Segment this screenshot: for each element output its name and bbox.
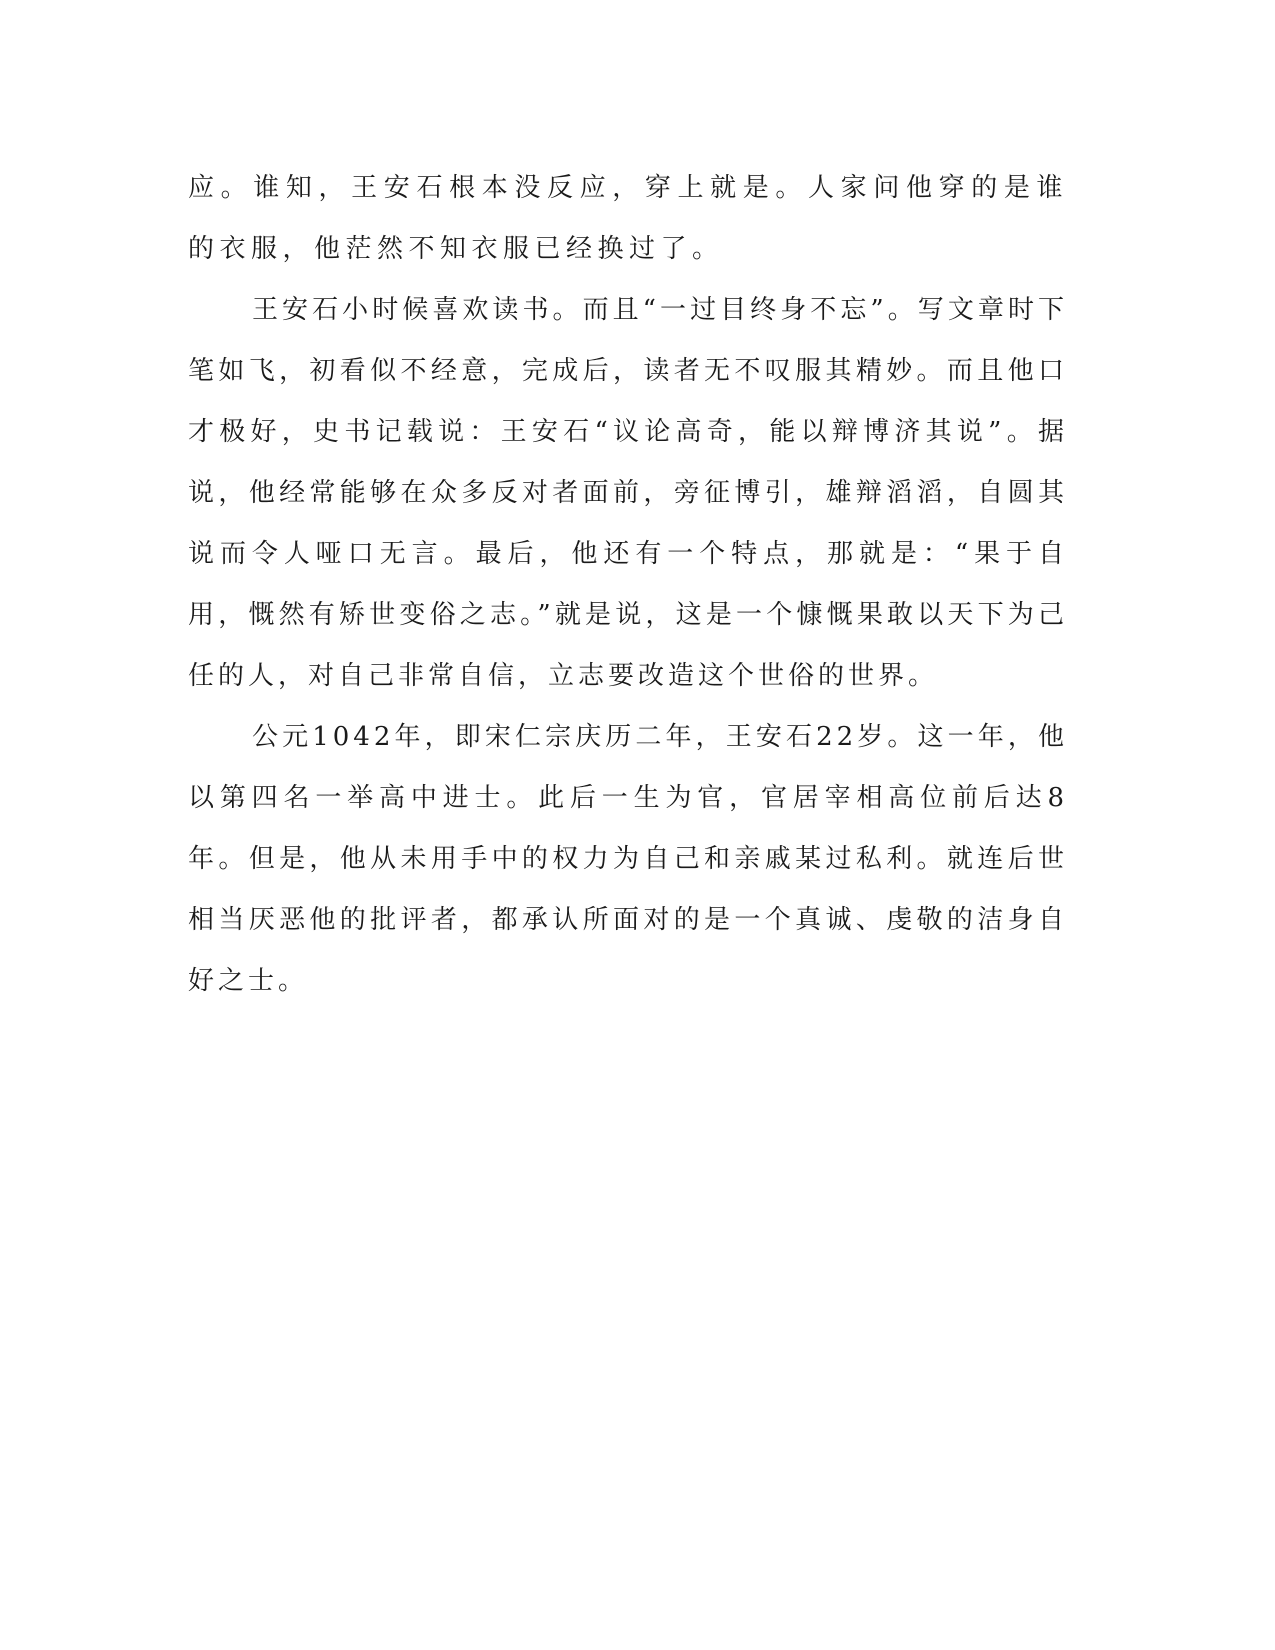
document-body	[188, 158, 1068, 1012]
paragraph-career: 公元1042年，即宋仁宗庆历二年，王安石22岁。这一年，他以第四名一举高中进士。此后一生为官，官居宰相高位前后达8年。但是，他从未用手中的权力为自己和亲戚某过私利。就连后世相当厌恶他的批评者，都承认所面对的是一个真诚、虔敬的洁身自好之士。	[188, 722, 1068, 996]
paragraph-continued: 应。谁知，王安石根本没反应，穿上就是。人家问他穿的是谁的衣服，他茫然不知衣服已经换过了。	[188, 173, 1068, 264]
paragraph-childhood: 王安石小时候喜欢读书。而且“一过目终身不忘”。写文章时下笔如飞，初看似不经意，完成后，读者无不叹服其精妙。而且他口才极好，史书记载说：王安石“议论高奇，能以辩博济其说”。据说，他经常能够在众多反对者面前，旁征博引，雄辩滔滔，自圆其说而令人哑口无言。最后，他还有一个特点，那就是：“果于自用，慨然有矫世变俗之志。”就是说，这是一个慷慨果敢以天下为己任的人，对自己非常自信，立志要改造这个世俗的世界。	[188, 295, 1068, 691]
